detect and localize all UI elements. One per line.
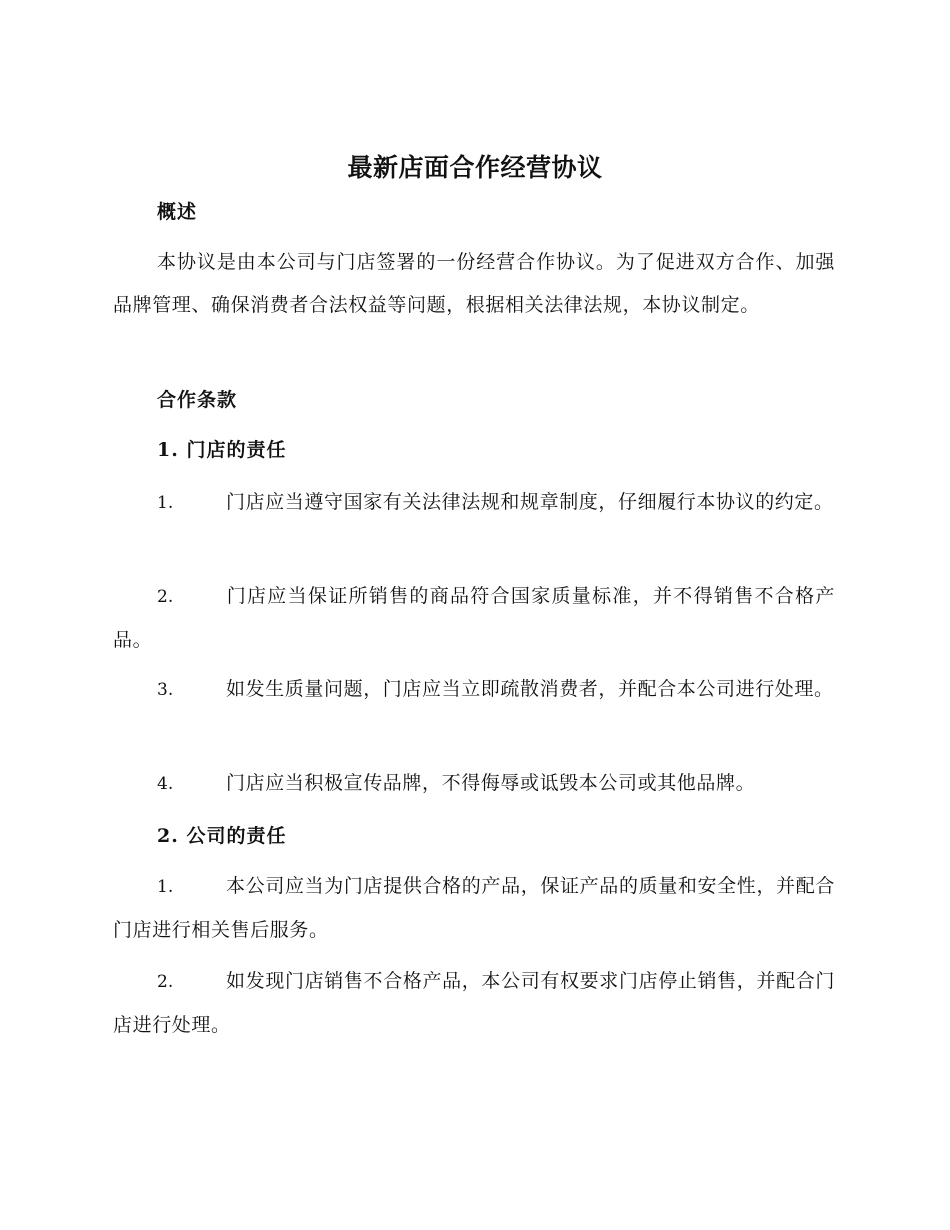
- item-text: 如发生质量问题，门店应当立即疏散消费者，并配合本公司进行处理。: [226, 678, 834, 700]
- document-title: 最新店面合作经营协议: [347, 153, 603, 182]
- item-text: 门店应当积极宣传品牌，不得侮辱或诋毁本公司或其他品牌。: [226, 772, 756, 794]
- item-number: 2.: [157, 587, 174, 607]
- section2-heading: 2. 公司的责任: [157, 825, 287, 847]
- section1-heading: 1. 门店的责任: [157, 439, 287, 461]
- item-text: 本公司应当为门店提供合格的产品，保证产品的质量和安全性，并配合门店进行相关售后服务。: [113, 875, 835, 941]
- overview-heading: 概述: [157, 201, 198, 223]
- item-text: 门店应当遵守国家有关法律法规和规章制度，仔细履行本协议的约定。: [226, 491, 834, 513]
- section1-item-1: [113, 481, 835, 525]
- item-number: 1.: [157, 493, 174, 513]
- overview-paragraph: 本协议是由本公司与门店签署的一份经营合作协议。为了促进双方合作、加强品牌管理、确保消费者合法权益等问题，根据相关法律法规，本协议制定。: [113, 251, 835, 316]
- section2-item-1: [113, 865, 835, 952]
- item-number: 1.: [157, 877, 174, 897]
- section1-item-4: [113, 762, 835, 806]
- item-number: 2.: [157, 972, 174, 992]
- item-text: 如发现门店销售不合格产品，本公司有权要求门店停止销售，并配合门店进行处理。: [113, 970, 835, 1036]
- item-text: 门店应当保证所销售的商品符合国家质量标准，并不得销售不合格产品。: [113, 585, 835, 651]
- section1-item-3: [113, 668, 835, 712]
- item-number: 3.: [157, 680, 174, 700]
- section2-item-2: [113, 960, 835, 1047]
- section1-item-2: [113, 575, 835, 662]
- terms-heading: 合作条款: [157, 389, 238, 411]
- item-number: 4.: [157, 774, 174, 794]
